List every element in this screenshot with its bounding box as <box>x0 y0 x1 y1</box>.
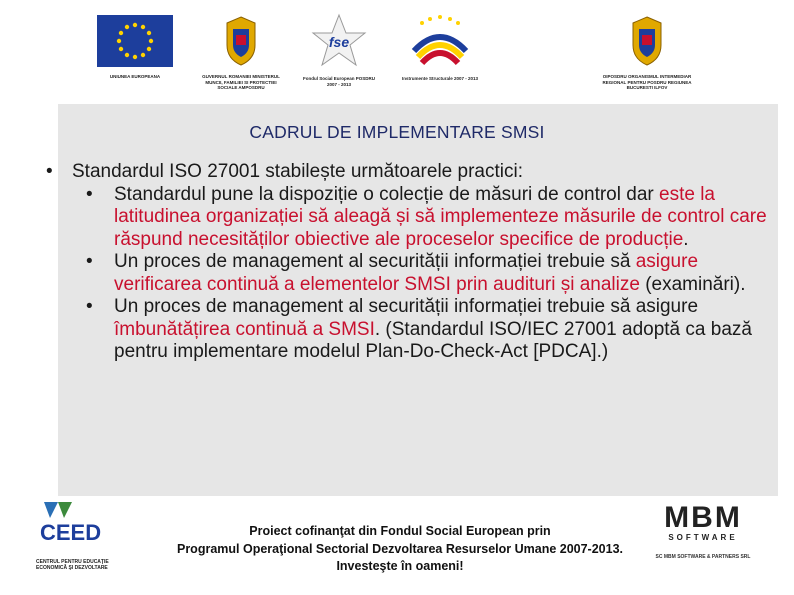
fse-caption: Fondul Social European POSDRU 2007 - 2013 <box>302 76 375 87</box>
eu-flag-icon <box>97 15 173 67</box>
oiposdru-caption: OIPOSDRU ORGANISMUL INTERMEDIAR REGIONAL PENTRU POSDRU REGIUNEA BUCURESTI ILFOV <box>602 74 692 90</box>
sub-bullet-item <box>46 296 786 364</box>
footer-line: Proiect cofinanţat din Fondul Social European prin <box>249 524 551 538</box>
fse-text: fse <box>328 34 350 50</box>
highlight-text: este la latitudinea organizației să aleagă și să implementeze măsurile de control care răspund necesităților obiective ale proceselor specifice de producție <box>114 183 767 250</box>
sub-bullet-text: (examinări). <box>639 273 746 295</box>
ceed-caption: CENTRUL PENTRU EDUCAŢIE ECONOMICĂ ŞI DEZVOLTARE <box>36 559 109 571</box>
footer-text <box>120 523 680 576</box>
bullet-icon: • <box>46 161 53 182</box>
eu-logo <box>97 15 173 80</box>
bullet-icon: • <box>86 296 93 317</box>
coat-of-arms-icon <box>627 15 667 67</box>
sub-bullet-text: Un proces de management al securității informației trebuie să asigure <box>114 296 699 317</box>
bullet-text: Standardul ISO 27001 stabilește următoarele practici: <box>72 161 523 182</box>
sub-bullet-text: Un proces de management al securității informației trebuie să <box>114 251 636 272</box>
sub-bullet-text: Standardul pune la dispoziție o colecție de măsuri de control dar <box>114 183 659 205</box>
eu-caption: UNIUNEA EUROPEANA <box>109 74 161 79</box>
ceed-text: CEED <box>40 520 102 545</box>
bullet-icon: • <box>86 183 93 205</box>
bullet-item <box>46 161 786 184</box>
structural-instruments-logo <box>400 13 480 82</box>
sub-bullet-item <box>46 251 786 296</box>
sub-bullet-text: . <box>683 228 689 250</box>
government-logo <box>196 15 286 91</box>
sub-bullet-text: . (Standardul ISO/IEC 27001 adoptă ca bază pentru implementare modelul Plan-Do-Check-Act [PDCA].) <box>114 318 752 362</box>
mbm-text: MBM <box>664 501 742 534</box>
footer-line: Programul Operaţional Sectorial Dezvoltarea Resurselor Umane 2007-2013. <box>176 541 624 556</box>
structural-instruments-caption: Instrumente Structurale 2007 - 2013 <box>401 76 479 81</box>
mbm-caption: SC MBM SOFTWARE & PARTNERS SRL <box>655 554 751 560</box>
bullet-icon: • <box>86 251 93 272</box>
coat-of-arms-icon <box>221 15 261 67</box>
fse-logo <box>300 13 378 87</box>
oiposdru-logo <box>602 15 692 91</box>
highlight-text: îmbunătățirea continuă a SMSI <box>114 318 375 340</box>
government-caption: GUVERNUL ROMANIEI MINISTERUL MUNCII, FAMILIEI SI PROTECTIEI SOCIALE AMPOSDRU <box>202 74 280 90</box>
ceed-logo <box>36 500 124 571</box>
mbm-logo <box>648 503 758 560</box>
sub-bullet-item <box>46 184 786 252</box>
highlight-text: asigure verificarea continuă a elementelor SMSI prin audituri și analize <box>114 251 699 295</box>
ceed-emblem-icon <box>36 500 124 562</box>
footer-line: Investeşte în oameni! <box>336 559 464 573</box>
slide-body <box>46 161 786 364</box>
slide-title: CADRUL DE IMPLEMENTARE SMSI <box>249 122 545 142</box>
structural-instruments-icon <box>408 13 472 69</box>
star-icon <box>309 13 369 69</box>
mbm-sub: SOFTWARE <box>668 533 738 542</box>
